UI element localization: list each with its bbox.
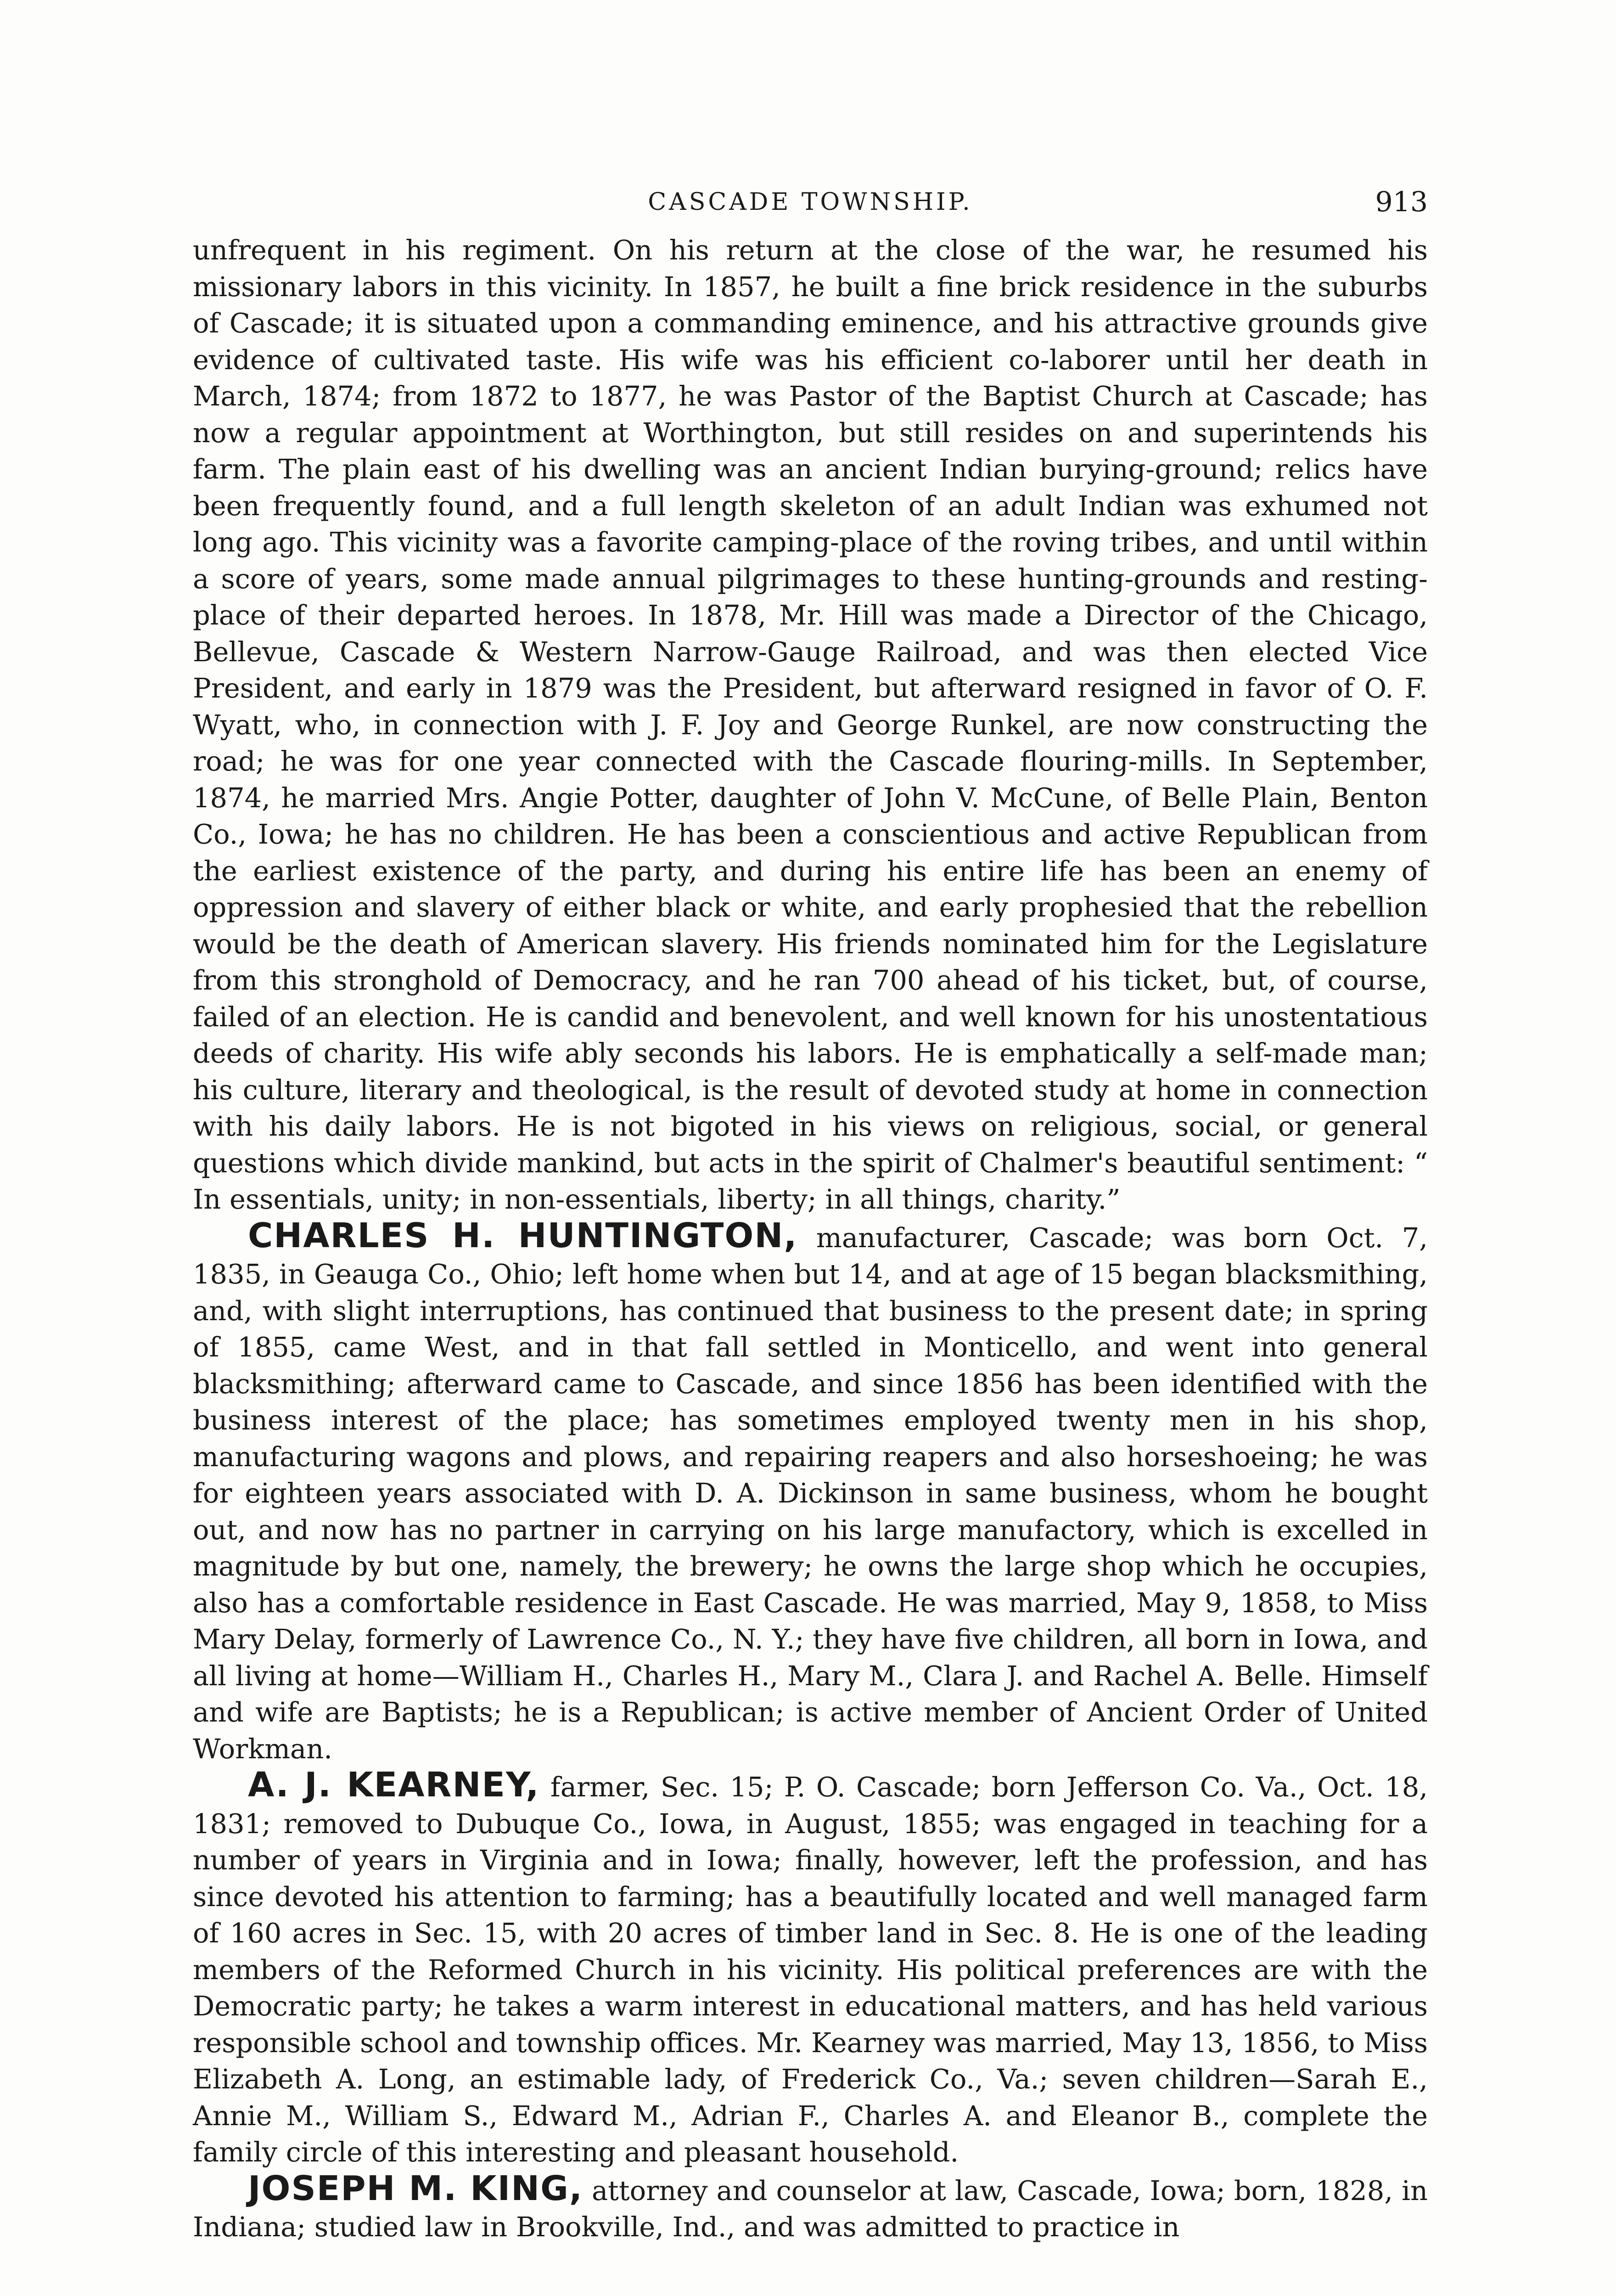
running-title: CASCADE TOWNSHIP. bbox=[648, 188, 973, 216]
entry-text-kearney: farmer, Sec. 15; P. O. Cascade; born Jefferson Co. Va., Oct. 18, 1831; removed to Dubuque Co., Iowa, in August, 1855; was engaged in teaching for a number of years in Virginia and in Iowa; finally, however, left the profession, and has since devoted his attention to farming; has a beautifully located and well managed farm of 160 acres in Sec. 15, with 20 acres of timber land in Sec. 8. He is one of the leading members of the Reformed Church in his vicinity. His political preferences are with the Democratic party; he takes a warm interest in educational matters, and has held various responsible school and township offices. Mr. Kearney was married, May 13, 1856, to Miss Elizabeth A. Long, an estimable lady, of Frederick Co., Va.; seven children—Sarah E., Annie M., William S., Edward M., Adrian F., Charles A. and Eleanor B., complete the family circle of this interesting and pleasant household. bbox=[193, 1771, 1428, 2168]
running-head bbox=[193, 181, 1428, 223]
entry-king bbox=[193, 2168, 1428, 2245]
continuation-paragraph: unfrequent in his regiment. On his return at the close of the war, he resumed his missionary labors in this vicinity. In 1857, he built a fine brick residence in the suburbs of Cascade; it is situated upon a commanding eminence, and his attractive grounds give evidence of cultivated taste. His wife was his efficient co-laborer until her death in March, 1874; from 1872 to 1877, he was Pastor of the Baptist Church at Cascade; has now a regular appointment at Worthington, but still resides on and superintends his farm. The plain east of his dwelling was an ancient Indian burying-ground; relics have been frequently found, and a full length skeleton of an adult Indian was exhumed not long ago. This vicinity was a favorite camping-place of the roving tribes, and until within a score of years, some made annual pilgrimages to these hunting-grounds and resting-place of their departed heroes. In 1878, Mr. Hill was made a Director of the Chicago, Bellevue, Cascade & Western Narrow-Gauge Railroad, and was then elected Vice President, and early in 1879 was the President, but afterward resigned in favor of O. F. Wyatt, who, in connection with J. F. Joy and George Runkel, are now constructing the road; he was for one year connected with the Cascade flouring-mills. In September, 1874, he married Mrs. Angie Potter, daughter of John V. McCune, of Belle Plain, Benton Co., Iowa; he has no children. He has been a conscientious and active Republican from the earliest existence of the party, and during his entire life has been an enemy of oppression and slavery of either black or white, and early prophesied that the rebellion would be the death of American slavery. His friends nominated him for the Legislature from this stronghold of Democracy, and he ran 700 ahead of his ticket, but, of course, failed of an election. He is candid and benevolent, and well known for his unostentatious deeds of charity. His wife ably seconds his labors. He is emphatically a self-made man; his culture, literary and theological, is the result of devoted study at home in connection with his daily labors. He is not bigoted in his views on religious, social, or general questions which divide mankind, but acts in the spirit of Chalmer's beautiful sentiment: “ In essentials, unity; in non-essentials, liberty; in all things, charity.” bbox=[193, 234, 1428, 1215]
entry-name-huntington: CHARLES H. HUNTINGTON, bbox=[248, 1216, 798, 1255]
entry-text-king: attorney and counselor at law, Cascade, Iowa; born, 1828, in Indiana; studied law in Brookville, Ind., and was admitted to practice in bbox=[193, 2174, 1428, 2243]
entry-kearney bbox=[193, 1767, 1428, 2171]
entry-text-huntington: manufacturer, Cascade; was born Oct. 7, 1835, in Geauga Co., Ohio; left home when but 14, and at age of 15 began blacksmithing, and, with slight interruptions, has continued that business to the present date; in spring of 1855, came West, and in that fall settled in Monticello, and went into general blacksmithing; afterward came to Cascade, and since 1856 has been identified with the business interest of the place; has sometimes employed twenty men in his shop, manufacturing wagons and plows, and repairing reapers and also horseshoeing; he was for eighteen years associated with D. A. Dickinson in same business, whom he bought out, and now has no partner in carrying on his large manufactory, which is excelled in magnitude by but one, namely, the brewery; he owns the large shop which he occupies, also has a comfortable residence in East Cascade. He was married, May 9, 1858, to Miss Mary Delay, formerly of Lawrence Co., N. Y.; they have five children, all born in Iowa, and all living at home—William H., Charles H., Mary M., Clara J. and Rachel A. Belle. Himself and wife are Baptists; he is a Republican; is active member of Ancient Order of United Workman. bbox=[193, 1221, 1428, 1765]
body-text bbox=[193, 232, 1428, 2245]
entry-huntington bbox=[193, 1218, 1428, 1767]
page-number: 913 bbox=[1375, 186, 1428, 218]
entry-name-kearney: A. J. KEARNEY, bbox=[248, 1765, 540, 1805]
entry-name-king: JOSEPH M. KING, bbox=[248, 2168, 583, 2208]
